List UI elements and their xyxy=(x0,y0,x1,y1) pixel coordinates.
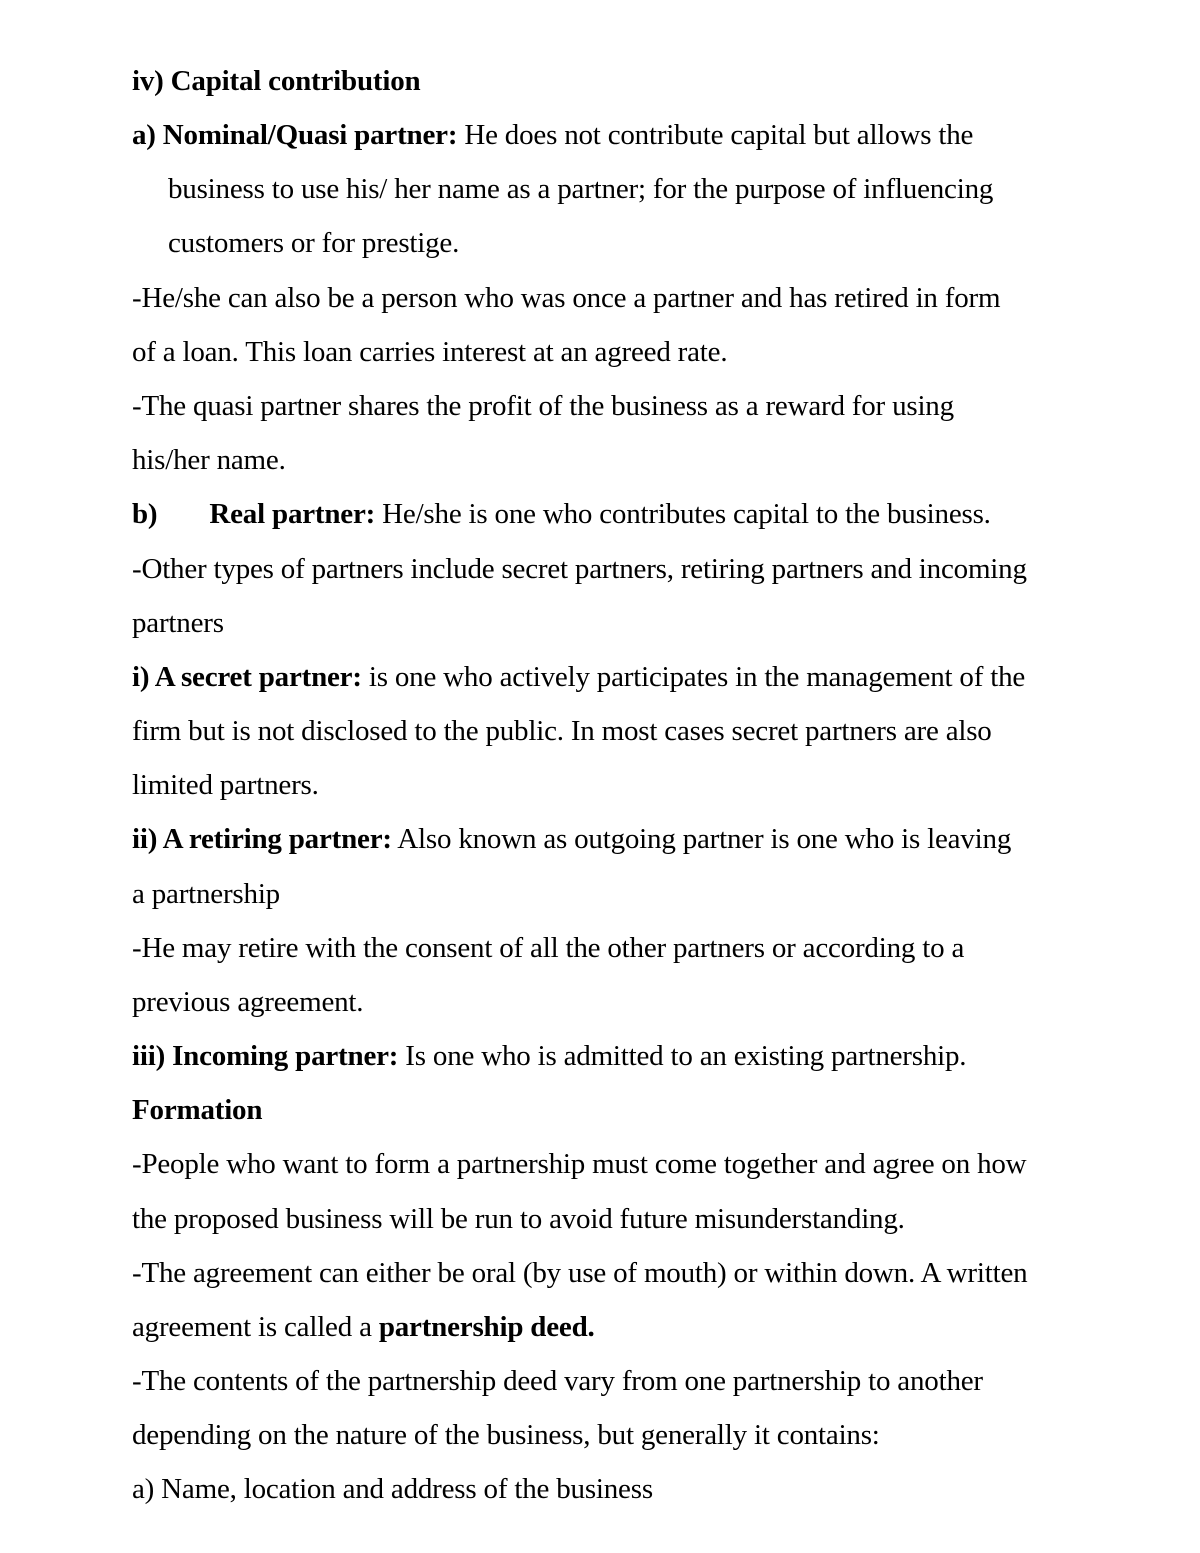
incoming-partner-line xyxy=(132,1038,966,1074)
retire-consent-line-2: previous agreement. xyxy=(132,986,364,1018)
secret-partner-line-1 xyxy=(132,659,1025,695)
formation-line-4 xyxy=(132,1309,595,1345)
quasi-share-line-2: his/her name. xyxy=(132,444,286,476)
quasi-share-line-1: -The quasi partner shares the profit of the business as a reward for using xyxy=(132,390,954,422)
nominal-partner-label: a) Nominal/Quasi partner: xyxy=(132,119,458,151)
formation-line-4-text: agreement is called a xyxy=(132,1311,379,1343)
retired-note-line-2: of a loan. This loan carries interest at an agreed rate. xyxy=(132,336,728,368)
real-partner-marker: b) xyxy=(132,498,158,530)
formation-line-3: -The agreement can either be oral (by use of mouth) or within down. A written xyxy=(132,1257,1028,1289)
section-title: iv) Capital contribution xyxy=(132,65,421,97)
retiring-partner-line-2: a partnership xyxy=(132,878,280,910)
nominal-partner-text: He does not contribute capital but allows the xyxy=(457,119,974,151)
retire-consent-line-1: -He may retire with the consent of all the other partners or according to a xyxy=(132,932,965,964)
formation-line-7: a) Name, location and address of the business xyxy=(132,1473,653,1505)
retiring-partner-line-1 xyxy=(132,821,1011,857)
formation-heading: Formation xyxy=(132,1094,263,1126)
nominal-partner-line-1 xyxy=(132,117,973,153)
formation-line-6: depending on the nature of the business, but generally it contains: xyxy=(132,1419,880,1451)
real-partner-line xyxy=(132,496,991,532)
partnership-deed-term: partnership deed. xyxy=(378,1311,595,1343)
other-types-line-1: -Other types of partners include secret partners, retiring partners and incoming xyxy=(132,553,1027,585)
retiring-partner-label: ii) A retiring partner: xyxy=(132,823,392,855)
formation-line-5: -The contents of the partnership deed vary from one partnership to another xyxy=(132,1365,983,1397)
nominal-partner-line-3: customers or for prestige. xyxy=(168,227,460,259)
formation-line-1: -People who want to form a partnership must come together and agree on how xyxy=(132,1148,1027,1180)
real-partner-text: He/she is one who contributes capital to the business. xyxy=(375,498,991,530)
secret-partner-line-2: firm but is not disclosed to the public. In most cases secret partners are also xyxy=(132,715,992,747)
formation-line-2: the proposed business will be run to avoid future misunderstanding. xyxy=(132,1203,905,1235)
incoming-partner-text: Is one who is admitted to an existing partnership. xyxy=(398,1040,967,1072)
secret-partner-line-3: limited partners. xyxy=(132,769,319,801)
incoming-partner-label: iii) Incoming partner: xyxy=(132,1040,399,1072)
nominal-partner-line-2: business to use his/ her name as a partner; for the purpose of influencing xyxy=(168,173,994,205)
other-types-line-2: partners xyxy=(132,607,224,639)
real-partner-label: Real partner: xyxy=(209,498,376,530)
retired-note-line-1: -He/she can also be a person who was once a partner and has retired in form xyxy=(132,282,1001,314)
secret-partner-text: is one who actively participates in the management of the xyxy=(361,661,1026,693)
retiring-partner-text: Also known as outgoing partner is one who is leaving xyxy=(391,823,1012,855)
secret-partner-label: i) A secret partner: xyxy=(132,661,362,693)
